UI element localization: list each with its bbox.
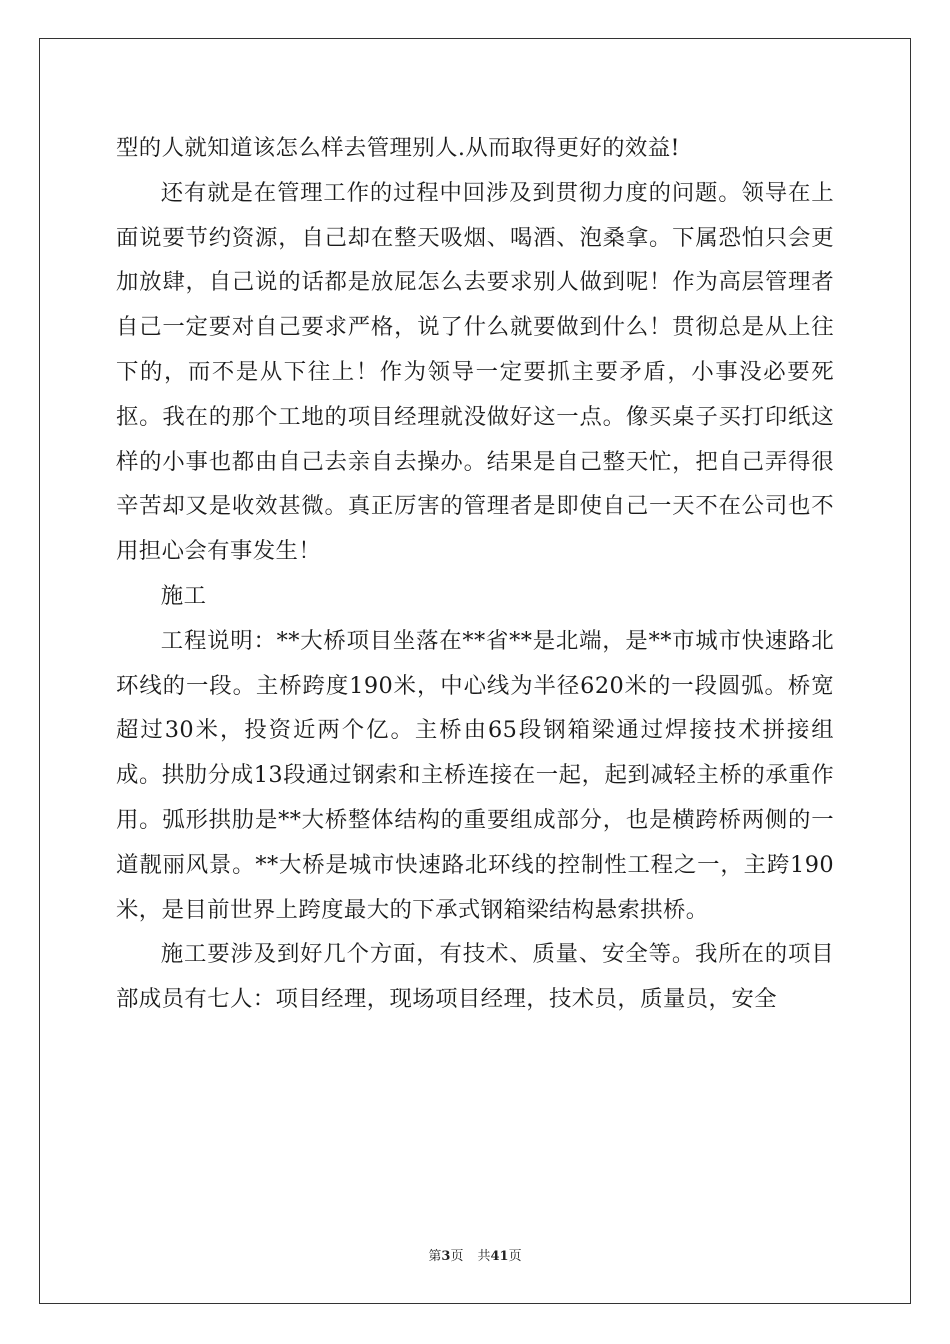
page-footer <box>0 1245 950 1264</box>
section-heading-construction: 施工 <box>160 582 207 609</box>
page-suffix: 页 <box>450 1249 464 1264</box>
total-pages: 41 <box>490 1249 509 1264</box>
paragraph-project-description: 工程说明：**大桥项目坐落在**省**是北端，是**市城市快速路北环线的一段。主桥跨度190米，中心线为半径620米的一段圆弧。桥宽超过30米，投资近两个亿。主桥由65段钢箱梁通过焊接技术拼接组成。拱肋分成13段通过钢索和主桥连接在一起，起到减轻主桥的承重作用。弧形拱肋是**大桥整体结构的重要组成部分，也是横跨桥两侧的一道靓丽风景。**大桥是城市快速路北环线的控制性工程之一，主跨190米，是目前世界上跨度最大的下承式钢箱梁结构悬索拱桥。 <box>116 627 834 923</box>
document-body <box>116 126 834 1022</box>
paragraph-continuation: 型的人就知道该怎么样去管理别人.从而取得更好的效益! <box>116 135 680 161</box>
page-prefix: 第 <box>428 1249 442 1264</box>
page-number: 3 <box>441 1249 451 1264</box>
paragraph-management: 还有就是在管理工作的过程中回涉及到贯彻力度的问题。领导在上面说要节约资源，自己却在整天吸烟、喝酒、泡桑拿。下属恐怕只会更加放肆，自己说的话都是放屁怎么去要求别人做到呢！作为高层管理者自己一定要对自己要求严格，说了什么就要做到什么！贯彻总是从上往下的，而不是从下往上！作为领导一定要抓主要矛盾，小事没必要死抠。我在的那个工地的项目经理就没做好这一点。像买桌子买打印纸这样的小事也都由自己去亲自去操办。结果是自己整天忙，把自己弄得很辛苦却又是收效甚微。真正厉害的管理者是即使自己一天不在公司也不用担心会有事发生！ <box>116 179 834 565</box>
paragraph-team: 施工要涉及到好几个方面，有技术、质量、安全等。我所在的项目部成员有七人：项目经理，现场项目经理，技术员，质量员，安全 <box>116 941 834 1013</box>
total-prefix: 共 <box>477 1249 491 1264</box>
total-suffix: 页 <box>508 1249 522 1264</box>
